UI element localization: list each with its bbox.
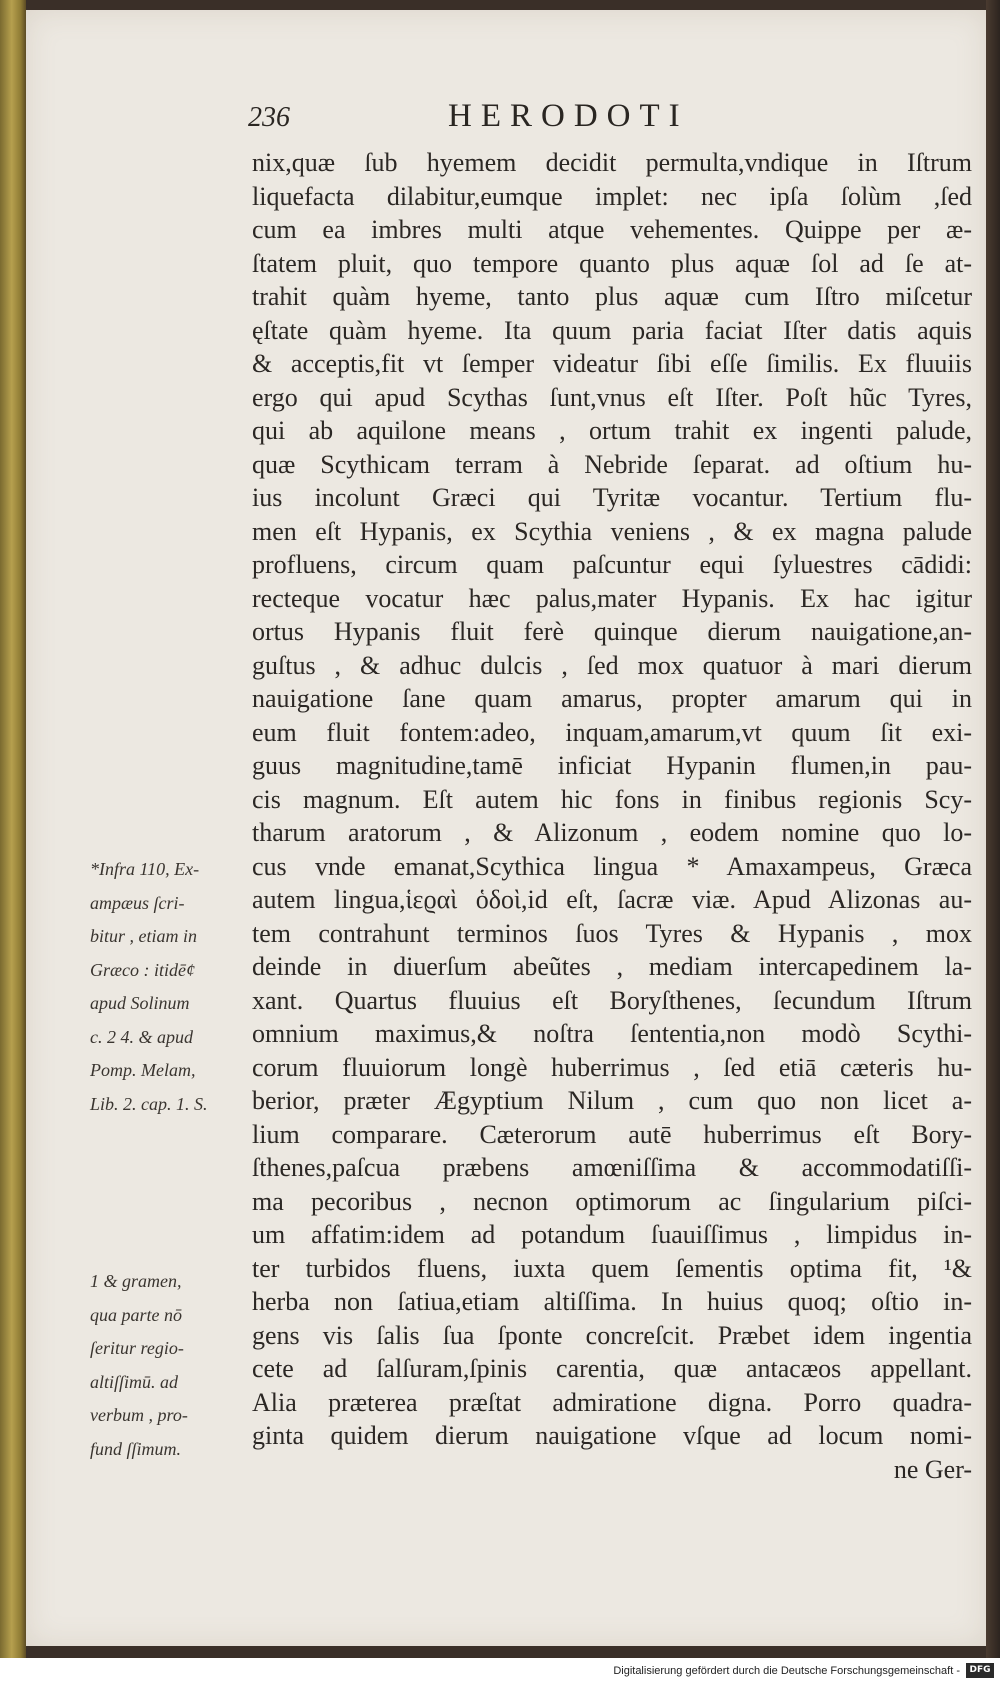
text-line: deinde in diuerſum abeũtes , mediam intercapedinem la- (252, 952, 972, 981)
margin-note-line: Pomp. Melam, (90, 1060, 196, 1080)
book-page (26, 10, 986, 1646)
text-line: omnium maximus,& noſtra ſententia,non modò Scythi- (252, 1019, 972, 1048)
text-line: ergo qui apud Scythas ſunt,vnus eſt Iſter. Poſt hũc Tyres, (252, 382, 972, 412)
footer-credit: Digitalisierung gefördert durch die Deutsche Forschungsgemeinschaft - (613, 1665, 960, 1677)
text-line: men eſt Hypanis, ex Scythia veniens , & ex magna palude (252, 516, 972, 546)
text-line: qui ab aquilone means , ortum trahit ex ingenti palude, (252, 416, 972, 445)
book-binding-edge (0, 0, 26, 1658)
text-line: Alia præterea præſtat admiratione digna. Porro quadra- (252, 1387, 972, 1417)
text-line: quæ Scythicam terram à Nebride ſeparat. ad oſtium hu- (252, 449, 972, 479)
margin-note-line: qua parte nō (90, 1304, 182, 1325)
margin-note-amaxampeus (90, 853, 240, 1121)
body-text (252, 146, 972, 1486)
text-line: cis magnum. Eſt autem hic fons in finibus regionis Scy- (252, 784, 972, 814)
text-line: lium comparare. Cæterorum autē huberrimus eſt Bory- (252, 1119, 972, 1149)
text-line: guus magnitudine,tamē inficiat Hypanin flumen,in pau- (252, 751, 972, 780)
margin-note-line: altiſſimū. ad (90, 1371, 179, 1392)
text-line: autem lingua,ἱεϱαὶ ὁδοὶ,id eſt, ſacræ viæ. Apud Alizonas au- (252, 885, 972, 914)
text-line: ter turbidos fluens, iuxta quem ſementis optima fit, ¹& (252, 1253, 972, 1283)
text-line: herba non ſatiua,etiam altiſſima. In huius quoq; oſtio in- (252, 1287, 972, 1316)
text-line: cus vnde emanat,Scythica lingua * Amaxampeus, Græca (252, 851, 972, 881)
text-line: ginta quidem dierum nauigatione vſque ad locum nomi- (252, 1421, 972, 1450)
margin-note-line: Græco : itidē¢ (90, 959, 195, 980)
page-header (26, 98, 986, 138)
text-line: xant. Quartus fluuius eſt Boryſthenes, ſecundum Iſtrum (252, 985, 972, 1015)
text-line: ma pecoribus , necnon optimorum ac ſingularium piſci- (252, 1186, 972, 1216)
text-line: berior, præter Ægyptium Nilum , cum quo non licet a- (252, 1086, 972, 1115)
margin-note-line: verbum , pro- (90, 1405, 188, 1425)
text-line: trahit quàm hyeme, tanto plus aquæ cum Iſtro miſcetur (252, 282, 972, 311)
page-number: 236 (248, 102, 290, 133)
margin-note-line: ſeritur regio- (90, 1338, 184, 1358)
text-line: um affatim:idem ad potandum ſuauiſſimus , limpidus in- (252, 1220, 972, 1249)
running-head: HERODOTI (448, 98, 689, 134)
text-line: guſtus , & adhuc dulcis , ſed mox quatuor à mari dierum (252, 650, 972, 680)
text-line: gens vis ſalis ſua ſponte concreſcit. Præbet idem ingentia (252, 1320, 972, 1350)
text-line: corum fluuiorum longè huberrimus , ſed etiā cæteris hu- (252, 1052, 972, 1082)
text-line: tem contrahunt terminos ſuos Tyres & Hypanis , mox (252, 918, 972, 948)
text-line: & acceptis,fit vt ſemper videatur ſibi eſſe ſimilis. Ex fluuiis (252, 349, 972, 378)
text-line: liquefacta dilabitur,eumque implet: nec ipſa ſolùm ,ſed (252, 181, 972, 211)
margin-note-line: apud Solinum (90, 993, 190, 1013)
catchword: ne Ger- (893, 1454, 972, 1484)
text-line: cete ad ſalſuram,ſpinis carentia, quæ antacæos appellant. (252, 1354, 972, 1383)
text-line: ius incolunt Græci qui Tyritæ vocantur. Tertium flu- (252, 483, 972, 512)
page-stack-edge (986, 0, 1000, 1658)
text-line: ęſtate quàm hyeme. Ita quum paria faciat Iſter datis aquis (252, 315, 972, 345)
text-line: profluens, circum quam paſcuntur equi ſyluestres cādidi: (252, 550, 972, 579)
text-line: ſthenes,paſcua præbens amœniſſima & accommodatiſſi- (252, 1153, 972, 1182)
margin-note-line: ampæus ſcri- (90, 892, 185, 913)
text-line: eum fluit fontem:adeo, inquam,amarum,vt quum ſit exi- (252, 717, 972, 747)
text-line: ſtatem pluit, quo tempore quanto plus aquæ ſol ad ſe at- (252, 248, 972, 278)
margin-note-line: Lib. 2. cap. 1. S. (90, 1093, 208, 1114)
dfg-logo-icon: DFG (966, 1663, 994, 1678)
text-line: tharum aratorum , & Alizonum , eodem nomine quo lo- (252, 818, 972, 847)
margin-note-line: *Infra 110, Ex- (90, 859, 200, 879)
margin-note-line: fund ſſimum. (90, 1438, 182, 1459)
text-line: nix,quæ ſub hyemem decidit permulta,vndique in Iſtrum (252, 148, 972, 177)
margin-note-line: c. 2 4. & apud (90, 1026, 193, 1047)
margin-note-line: bitur , etiam in (90, 926, 197, 946)
text-line: recteque vocatur hæc palus,mater Hypanis. Ex hac igitur (252, 583, 972, 613)
digitization-footer (0, 1658, 1000, 1684)
text-line: ortus Hypanis fluit ferè quinque dierum nauigatione,an- (252, 617, 972, 646)
text-line: cum ea imbres multi atque vehementes. Quippe per æ- (252, 215, 972, 244)
text-line: nauigatione ſane quam amarus, propter amarum qui in (252, 684, 972, 713)
margin-note-gramen (90, 1265, 240, 1466)
margin-note-line: 1 & gramen, (90, 1271, 182, 1291)
